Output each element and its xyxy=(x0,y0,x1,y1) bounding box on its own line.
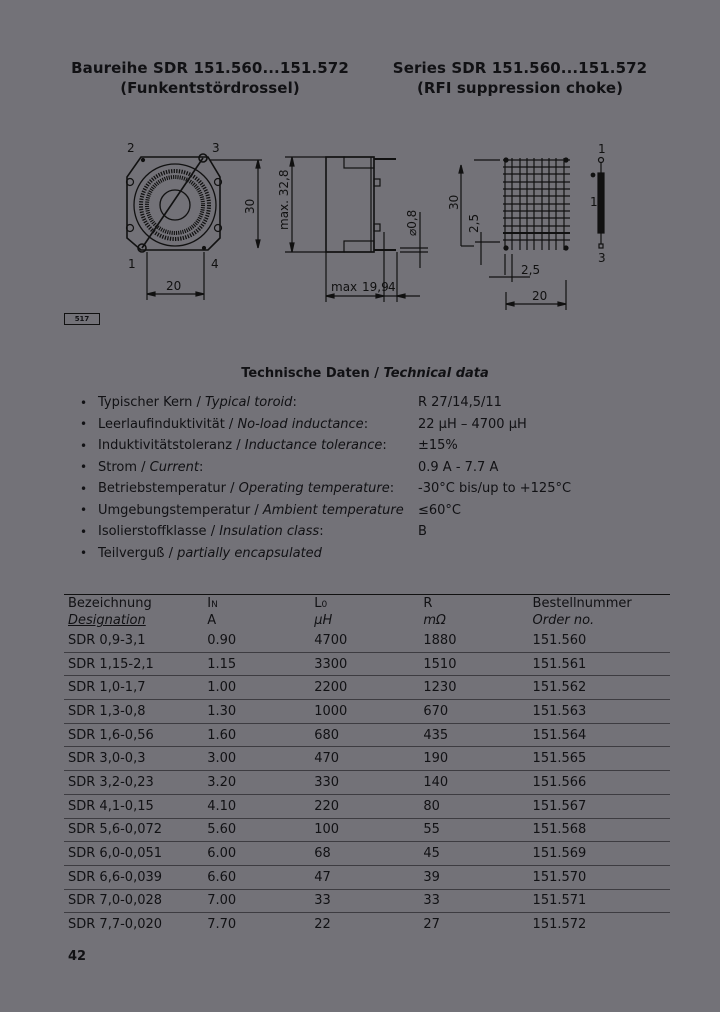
svg-text:4: 4 xyxy=(388,280,396,294)
bullet-icon: • xyxy=(80,503,88,518)
spec-value: 22 µH – 4700 µH xyxy=(418,416,527,432)
col-resistance-unit: mΩ xyxy=(423,613,446,628)
col-current-unit: A xyxy=(207,613,217,628)
col-inductance-unit: µH xyxy=(314,613,333,628)
col-designation-header-en: Designation xyxy=(68,613,146,628)
svg-text:2: 2 xyxy=(127,141,135,155)
spec-value: 0.9 A - 7.7 A xyxy=(418,459,499,475)
series-title-de: Baureihe SDR 151.560...151.572 xyxy=(71,59,349,77)
table-row: SDR 1,3-0,8 1.30 1000 670 151.563 xyxy=(64,700,670,724)
table-row: SDR 1,6-0,56 1.60 680 435 151.564 xyxy=(64,723,670,747)
bullet-icon: • xyxy=(80,524,88,539)
spec-value: R 27/14,5/11 xyxy=(418,395,502,411)
spec-item: • Leerlaufinduktivität / No-load inductance: 22 µH – 4700 µH xyxy=(80,414,640,436)
table-row: SDR 4,1-0,15 4.10 220 80 151.567 xyxy=(64,794,670,818)
svg-text:3: 3 xyxy=(212,141,220,155)
col-order-header: Bestellnummer xyxy=(532,596,632,611)
spec-item: • Induktivitätstoleranz / Inductance tolerance: ±15% xyxy=(80,435,640,457)
svg-text:max: max xyxy=(331,280,358,294)
svg-text:30: 30 xyxy=(447,194,461,210)
svg-text:⌀0,8: ⌀0,8 xyxy=(405,209,419,236)
spec-item: • Typischer Kern / Typical toroid: R 27/14,5/11 xyxy=(80,392,640,414)
table-row: SDR 1,15-2,1 1.15 3300 1510 151.561 xyxy=(64,652,670,676)
technical-drawings xyxy=(0,130,720,330)
drawing-code-label: 517 xyxy=(64,313,100,325)
svg-text:1: 1 xyxy=(598,142,606,156)
table-row: SDR 1,0-1,7 1.00 2200 1230 151.562 xyxy=(64,676,670,700)
spec-item: • Strom / Current: 0.9 A - 7.7 A xyxy=(80,457,640,479)
bullet-icon: • xyxy=(80,546,88,561)
page-number: 42 xyxy=(68,949,87,964)
table-row: SDR 5,6-0,072 5.60 100 55 151.568 xyxy=(64,818,670,842)
bullet-icon: • xyxy=(80,395,88,410)
table-row: SDR 7,0-0,028 7.00 33 33 151.571 xyxy=(64,889,670,913)
footprint-grid xyxy=(459,158,570,310)
spec-value: -30°C bis/up to +125°C xyxy=(418,481,572,497)
table-row: SDR 3,0-0,3 3.00 470 190 151.565 xyxy=(64,747,670,771)
bullet-icon: • xyxy=(80,438,88,453)
tech-title-en: Technical data xyxy=(383,366,489,381)
table-row: SDR 3,2-0,23 3.20 330 140 151.566 xyxy=(64,771,670,795)
table-row: SDR 6,0-0,051 6.00 68 45 151.569 xyxy=(64,842,670,866)
svg-text:20: 20 xyxy=(532,289,548,303)
spec-value: ≤60°C xyxy=(418,502,462,518)
spec-item: • Umgebungstemperatur / Ambient temperature ≤60°C xyxy=(80,500,640,522)
svg-text:20: 20 xyxy=(166,279,182,293)
table-header-row-en xyxy=(64,612,670,629)
table-header-row-de xyxy=(64,595,670,613)
svg-text:30: 30 xyxy=(243,198,257,214)
spec-item: • Teilverguß / partially encapsulated xyxy=(80,545,322,561)
title-english xyxy=(380,58,660,98)
svg-text:4: 4 xyxy=(211,257,219,271)
product-table xyxy=(64,594,670,936)
table-row: SDR 0,9-3,1 0.90 4700 1880 151.560 xyxy=(64,629,670,652)
tech-title-de: Technische Daten / xyxy=(241,366,384,381)
bullet-icon: • xyxy=(80,481,88,496)
svg-text:3: 3 xyxy=(598,251,606,265)
technical-data-heading xyxy=(0,366,720,381)
svg-text:19,9: 19,9 xyxy=(362,280,389,294)
front-view-drawing xyxy=(127,154,263,300)
col-current-header: IN xyxy=(207,596,218,611)
svg-text:2,5: 2,5 xyxy=(521,263,541,277)
spec-item: • Isolierstoffklasse / Insulation class: B xyxy=(80,521,640,543)
spec-value: B xyxy=(418,524,427,540)
bullet-icon: • xyxy=(80,460,88,475)
col-designation-header: Bezeichnung xyxy=(68,596,152,611)
table-row: SDR 6,6-0,039 6.60 47 39 151.570 xyxy=(64,865,670,889)
series-subtitle-de: (Funkentstördrossel) xyxy=(120,79,300,97)
table-row: SDR 7,7-0,020 7.70 22 27 151.572 xyxy=(68,917,587,933)
series-subtitle-en: (RFI suppression choke) xyxy=(416,79,624,97)
spec-item: • Betriebstemperatur / Operating temperature: -30°C bis/up to +125°C xyxy=(80,478,640,500)
spec-value: ±15% xyxy=(418,438,458,454)
svg-text:max. 32,8: max. 32,8 xyxy=(277,169,291,230)
col-inductance-header: L0 xyxy=(314,596,328,611)
col-order-header-en: Order no. xyxy=(532,613,595,628)
series-title-en: Series SDR 151.560...151.572 xyxy=(392,59,648,77)
svg-text:1: 1 xyxy=(590,195,598,209)
title-german xyxy=(50,58,370,98)
col-resistance-header: R xyxy=(423,596,433,611)
svg-text:1: 1 xyxy=(128,257,136,271)
bullet-icon: • xyxy=(80,417,88,432)
spec-list xyxy=(80,392,640,564)
svg-text:2,5: 2,5 xyxy=(467,213,481,233)
